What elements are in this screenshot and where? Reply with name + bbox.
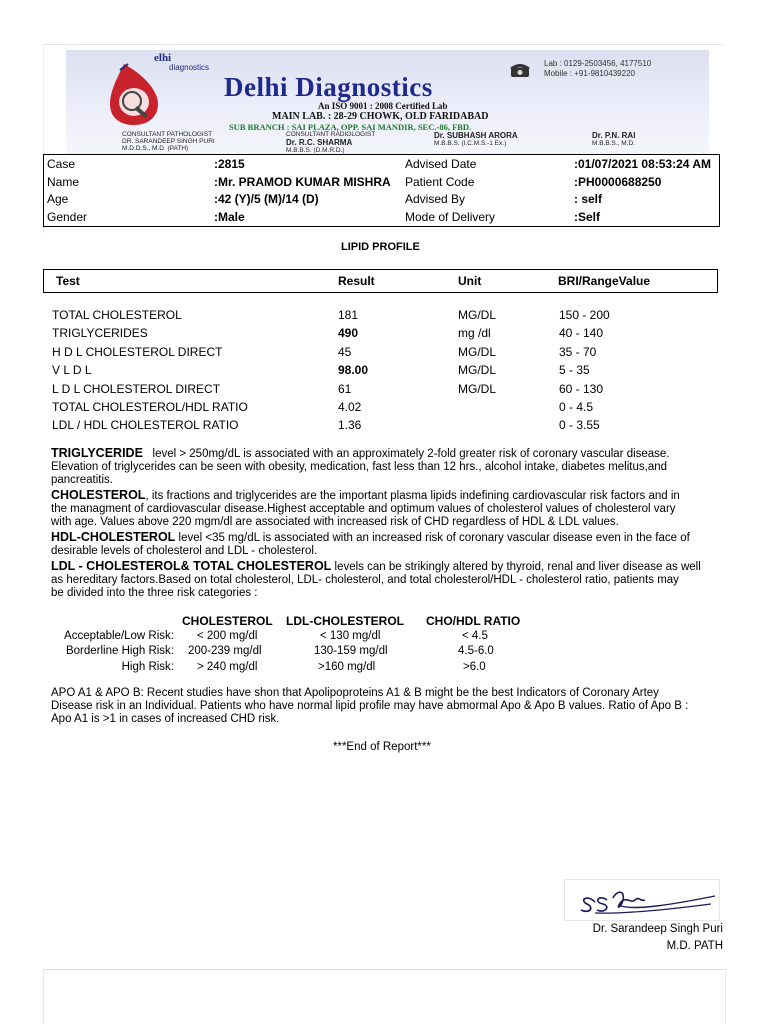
age-label: Age [47,192,69,206]
test-range: 5 - 35 [559,363,590,377]
contact-info [544,59,651,79]
note-text: Apo A1 is >1 in cases of increased CHD risk. [51,713,280,725]
contact-lab: Lab : 0129-2503456, 4177510 [544,59,652,68]
page-edge [43,969,44,1024]
test-unit: MG/DL [458,382,497,396]
note-text: levels can be strikingly altered by thyroid, renal and liver disease as well [331,561,701,573]
column-header-result: Result [338,274,375,288]
test-result-abnormal: 490 [338,326,359,340]
risk-row [0,645,768,660]
risk-ldl: >160 mg/dl [318,661,376,673]
test-name: TOTAL CHOLESTEROL/HDL RATIO [52,400,248,414]
note-text: Disease risk in an Individual. Patients who have normal lipid profile may have abmormal Apo & Apo B values. Ratio of Apo B : [51,700,689,712]
patient-code-label: Patient Code [405,175,475,189]
delivery-mode-label: Mode of Delivery [405,210,496,224]
blood-drop-logo-icon [110,62,168,126]
signature [564,879,720,921]
risk-header-ldl: LDL-CHOLESTEROL [286,614,404,628]
age-value: :42 (Y)/5 (M)/14 (D) [214,192,319,206]
risk-header-cholesterol: CHOLESTEROL [182,614,273,628]
doctor-name: Dr. P.N. RAI [592,131,636,140]
risk-ldl: 130-159 mg/dl [314,645,388,657]
note-text: APO A1 & APO B: Recent studies have shon that Apolipoproteins A1 & B might be the best Indicators of Coronary Artey [51,687,659,699]
signatory-degree: M.D. PATH [666,940,723,952]
page-edge [725,969,726,1024]
test-result-abnormal: 98.00 [338,363,369,377]
advised-date-value: :01/07/2021 08:53:24 AM [574,157,711,171]
ldl-note [51,560,721,600]
doctor-name: Dr. R.C. SHARMA [286,138,353,147]
table-row [0,363,768,381]
note-text: pancreatitis. [51,474,114,486]
note-text: level > 250mg/dL is associated with an approximately 2-fold greater risk of coronary vascular disease. [152,448,670,460]
page-edge [43,44,723,45]
note-heading: HDL-CHOLESTEROL [51,530,176,544]
risk-ldl: < 130 mg/dl [320,630,381,642]
doctor-name: Dr. SUBHASH ARORA [434,131,518,140]
cholesterol-note [51,489,721,529]
test-range: 40 - 140 [559,326,604,340]
risk-label: High Risk: [121,661,174,673]
table-row [0,345,768,363]
gender-value: :Male [214,210,245,224]
test-name: L D L CHOLESTEROL DIRECT [52,382,221,396]
hdl-note [51,531,721,558]
signatory-name: Dr. Sarandeep Singh Puri [592,923,723,935]
test-result: 1.36 [338,418,362,432]
gender-label: Gender [47,210,88,224]
note-text: be divided into the three risk categories : [51,587,258,599]
risk-ratio: < 4.5 [462,630,488,642]
triglyceride-note [51,447,721,487]
risk-label: Acceptable/Low Risk: [64,630,174,642]
doctor-title: CONSULTANT PATHOLOGIST [122,131,213,138]
note-text: level <35 mg/dL is associated with an increased risk of coronary vascular disease even in the face of [175,532,690,544]
test-name: LDL / HDL CHOLESTEROL RATIO [52,418,239,432]
risk-label: Borderline High Risk: [65,645,174,657]
risk-header-ratio: CHO/HDL RATIO [426,614,521,628]
test-unit: MG/DL [458,345,497,359]
test-unit: mg /dl [458,326,491,340]
test-result: 4.02 [338,400,362,414]
note-text: with age. Values above 220 mgm/dl are associated with increased risk of CHD regardless of HDL & LDL values. [51,516,619,528]
test-name: TOTAL CHOLESTEROL [52,308,182,322]
table-row [0,326,768,344]
results-table-header [43,269,718,293]
risk-cholesterol: 200-239 mg/dl [188,645,262,657]
risk-cholesterol: < 200 mg/dl [197,630,258,642]
test-unit: MG/DL [458,363,497,377]
risk-ratio: 4.5-6.0 [458,645,494,657]
risk-row [0,630,768,645]
doctor-credit [592,131,635,147]
case-value: :2815 [214,157,245,171]
apo-note [51,687,721,726]
telephone-icon [510,62,530,78]
name-value: :Mr. PRAMOD KUMAR MISHRA [214,175,391,189]
column-header-range: BRI/RangeValue [558,274,651,288]
note-text: Elevation of triglycerides can be seen with obesity, medication, fast less than 12 hrs., alcohol intake, diabetes melitus,and [51,461,668,473]
column-header-unit: Unit [458,274,482,288]
delivery-mode-value: :Self [574,210,601,224]
brand-sub-logo-text: diagnostics [169,63,210,72]
iso-certification: An ISO 9001 : 2008 Certified Lab [318,101,448,111]
test-name: TRIGLYCERIDES [52,326,148,340]
note-text: the managment of cardiovascular disease.Highest acceptable and optimum values of cholesterol values of cholesterol vary [51,503,676,515]
test-name: H D L CHOLESTEROL DIRECT [52,345,223,359]
test-range: 150 - 200 [559,308,610,322]
test-range: 60 - 130 [559,382,604,396]
test-range: 0 - 3.55 [559,418,600,432]
doctor-degree: M.B.B.S., M.D. [592,140,635,147]
note-heading: CHOLESTEROL [51,488,146,502]
risk-ratio: >6.0 [463,661,486,673]
doctor-credit [286,131,375,154]
note-heading: LDL - CHOLESTEROL& TOTAL CHOLESTEROL [51,559,332,573]
doctor-credit [122,131,215,152]
doctor-credit [434,131,518,147]
end-of-report: ***End of Report*** [333,741,431,753]
brand-name: Delhi Diagnostics [224,72,433,102]
table-row [0,308,768,326]
table-row [0,382,768,400]
advised-by-value: : self [574,192,603,206]
case-label: Case [47,157,76,171]
test-result: 181 [338,308,359,322]
advised-by-label: Advised By [405,192,466,206]
contact-mobile: Mobile : +91-9810439220 [544,69,635,78]
note-text: desirable levels of cholesterol and LDL - cholesterol. [51,545,318,557]
doctor-degree: M.D.D.S., M.D. (PATH) [122,145,189,152]
sub-branch-address: SUB BRANCH : SAI PLAZA, OPP. SAI MANDIR, SEC.-86, FBD. [229,122,472,132]
table-row [0,418,768,436]
table-row [0,400,768,418]
advised-date-label: Advised Date [405,157,477,171]
name-label: Name [47,175,80,189]
test-result: 45 [338,345,352,359]
page-edge [43,969,726,970]
doctor-title: CONSULTANT RADIOLOGIST [286,131,376,138]
patient-code-value: :PH0000688250 [574,175,662,189]
test-unit: MG/DL [458,308,497,322]
note-heading: TRIGLYCERIDE [51,446,143,460]
test-result: 61 [338,382,352,396]
risk-cholesterol: > 240 mg/dl [197,661,258,673]
signature-scribble [565,880,719,920]
test-name: V L D L [52,363,92,377]
test-range: 0 - 4.5 [559,400,594,414]
note-text: as hereditary factors.Based on total cholesterol, LDL- cholesterol, and total cholesterol/HDL - cholesterol ratio, patients may [51,574,679,586]
test-range: 35 - 70 [559,345,597,359]
risk-row [0,661,768,676]
main-lab-address: MAIN LAB. : 28-29 CHOWK, OLD FARIDABAD [272,111,489,122]
doctor-name: DR. SARANDEEP SINGH PURI [122,138,215,145]
doctor-degree: M.B.B.S. (I.C.M.S.-1 Ex.) [434,140,507,147]
column-header-test: Test [56,274,80,288]
letterhead [66,50,709,155]
brand-sub-logo: elhi [154,52,172,64]
note-text: , its fractions and triglycerides are the important plasma lipids indefining cardiovascular risk factors and in [145,490,680,502]
doctor-degree: M.B.B.S. (D.M.R.D.) [286,147,345,154]
report-title: LIPID PROFILE [341,241,420,253]
